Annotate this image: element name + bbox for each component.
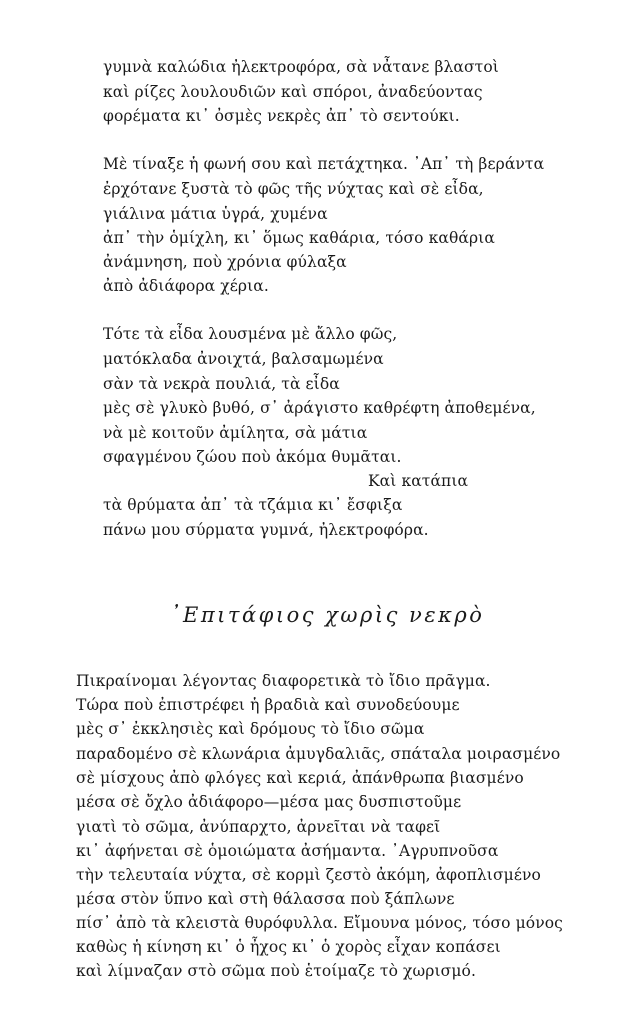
- poem1-stanza2-line-3: γιάλινα μάτια ὑγρά, χυμένα: [103, 205, 328, 223]
- poem2-line-1: Πικραίνομαι λέγοντας διαφορετικὰ τὸ ἴδιο πρᾶγμα.: [76, 672, 491, 690]
- poem2-line-4: παραδομένο σὲ κλωνάρια ἀμυγδαλιᾶς, σπάταλα μοιρασμένο: [76, 745, 561, 763]
- poem1-stanza3-line-6: σφαγμένου ζώου ποὺ ἀκόμα θυμᾶται.: [103, 448, 402, 466]
- poem1-stanza3-line-8: τὰ θρύματα ἀπ᾿ τὰ τζάμια κι᾿ ἔσφιξα: [103, 496, 403, 514]
- poem1-stanza3-line-2: ματόκλαδα ἀνοιχτά, βαλσαμωμένα: [103, 350, 384, 368]
- poem1-stanza3-line-1: Τότε τὰ εἶδα λουσμένα μὲ ἄλλο φῶς,: [103, 325, 398, 343]
- poem1-stanza2-line-6: ἀπὸ ἀδιάφορα χέρια.: [103, 277, 269, 295]
- poem1-stanza1-line-1: γυμνὰ καλώδια ἠλεκτροφόρα, σὰ νἆτανε βλαστοὶ: [103, 58, 499, 76]
- poem1-stanza1-line-2: καὶ ρίζες λουλουδιῶν καὶ σπόροι, ἀναδεύοντας: [103, 83, 483, 101]
- poem1-stanza3-line-3: σὰν τὰ νεκρὰ πουλιά, τὰ εἶδα: [103, 375, 340, 393]
- poem1-stanza2-line-2: ἐρχότανε ξυστὰ τὸ φῶς τῆς νύχτας καὶ σὲ εἶδα,: [103, 180, 484, 198]
- poem2-line-11: πίσ᾿ ἀπὸ τὰ κλειστὰ θυρόφυλλα. Εἴμουνα μόνος, τόσο μόνος: [76, 914, 563, 932]
- poem1-stanza3-line-5: νὰ μὲ κοιτοῦν ἀμίλητα, σὰ μάτια: [103, 424, 368, 442]
- poem1-stanza2-line-5: ἀνάμνηση, ποὺ χρόνια φύλαξα: [103, 253, 347, 271]
- poem2-line-2: Τώρα ποὺ ἐπιστρέφει ἡ βραδιὰ καὶ συνοδεύουμε: [76, 696, 460, 714]
- poem1-stanza3-indented-line: Καὶ κατάπια: [368, 472, 469, 490]
- poem1-stanza3-line-9: πάνω μου σύρματα γυμνά, ἠλεκτροφόρα.: [103, 521, 429, 539]
- poem1-stanza1-line-3: φορέματα κι᾿ ὀσμὲς νεκρὲς ἀπ᾿ τὸ σεντούκι.: [103, 107, 460, 125]
- poem1-stanza2-line-4: ἀπ᾿ τὴν ὁμίχλη, κι᾿ ὅμως καθάρια, τόσο καθάρια: [103, 229, 495, 247]
- poem2-line-13: καὶ λίμναζαν στὸ σῶμα ποὺ ἑτοίμαζε τὸ χωρισμό.: [76, 962, 476, 980]
- poem1-stanza2-line-1: Μὲ τίναξε ἡ φωνή σου καὶ πετάχτηκα. ᾿Απ᾿ τὴ βεράντα: [103, 155, 545, 173]
- poem2-title: ᾿Επιτάφιος χωρὶς νεκρὸ: [170, 603, 485, 627]
- poem2-line-12: καθὼς ἡ κίνηση κι᾿ ὁ ἦχος κι᾿ ὁ χορὸς εἶχαν κοπάσει: [76, 938, 501, 956]
- poem2-line-10: μέσα στὸν ὕπνο καὶ στὴ θάλασσα ποὺ ξάπλωνε: [76, 890, 455, 908]
- poem1-stanza3-line-4: μὲς σὲ γλυκὸ βυθό, σ᾿ ἀράγιστο καθρέφτη ἀποθεμένα,: [103, 399, 536, 417]
- poem2-line-5: σὲ μίσχους ἀπὸ φλόγες καὶ κεριά, ἀπάνθρωπα βιασμένο: [76, 769, 524, 787]
- poem2-line-6: μέσα σὲ ὄχλο ἀδιάφορο—μέσα μας δυσπιστοῦμε: [76, 793, 462, 811]
- poem2-line-3: μὲς σ᾿ ἐκκλησιὲς καὶ δρόμους τὸ ἴδιο σῶμα: [76, 720, 425, 738]
- poem2-line-8: κι᾿ ἀφήνεται σὲ ὁμοιώματα ἀσήμαντα. ᾿Αγρυπνοῦσα: [76, 842, 499, 860]
- poem2-line-7: γιατὶ τὸ σῶμα, ἀνύπαρχτο, ἀρνεῖται νὰ ταφεῖ: [76, 818, 441, 836]
- poem2-line-9: τὴν τελευταία νύχτα, σὲ κορμὶ ζεστὸ ἀκόμη, ἀφοπλισμένο: [76, 866, 541, 884]
